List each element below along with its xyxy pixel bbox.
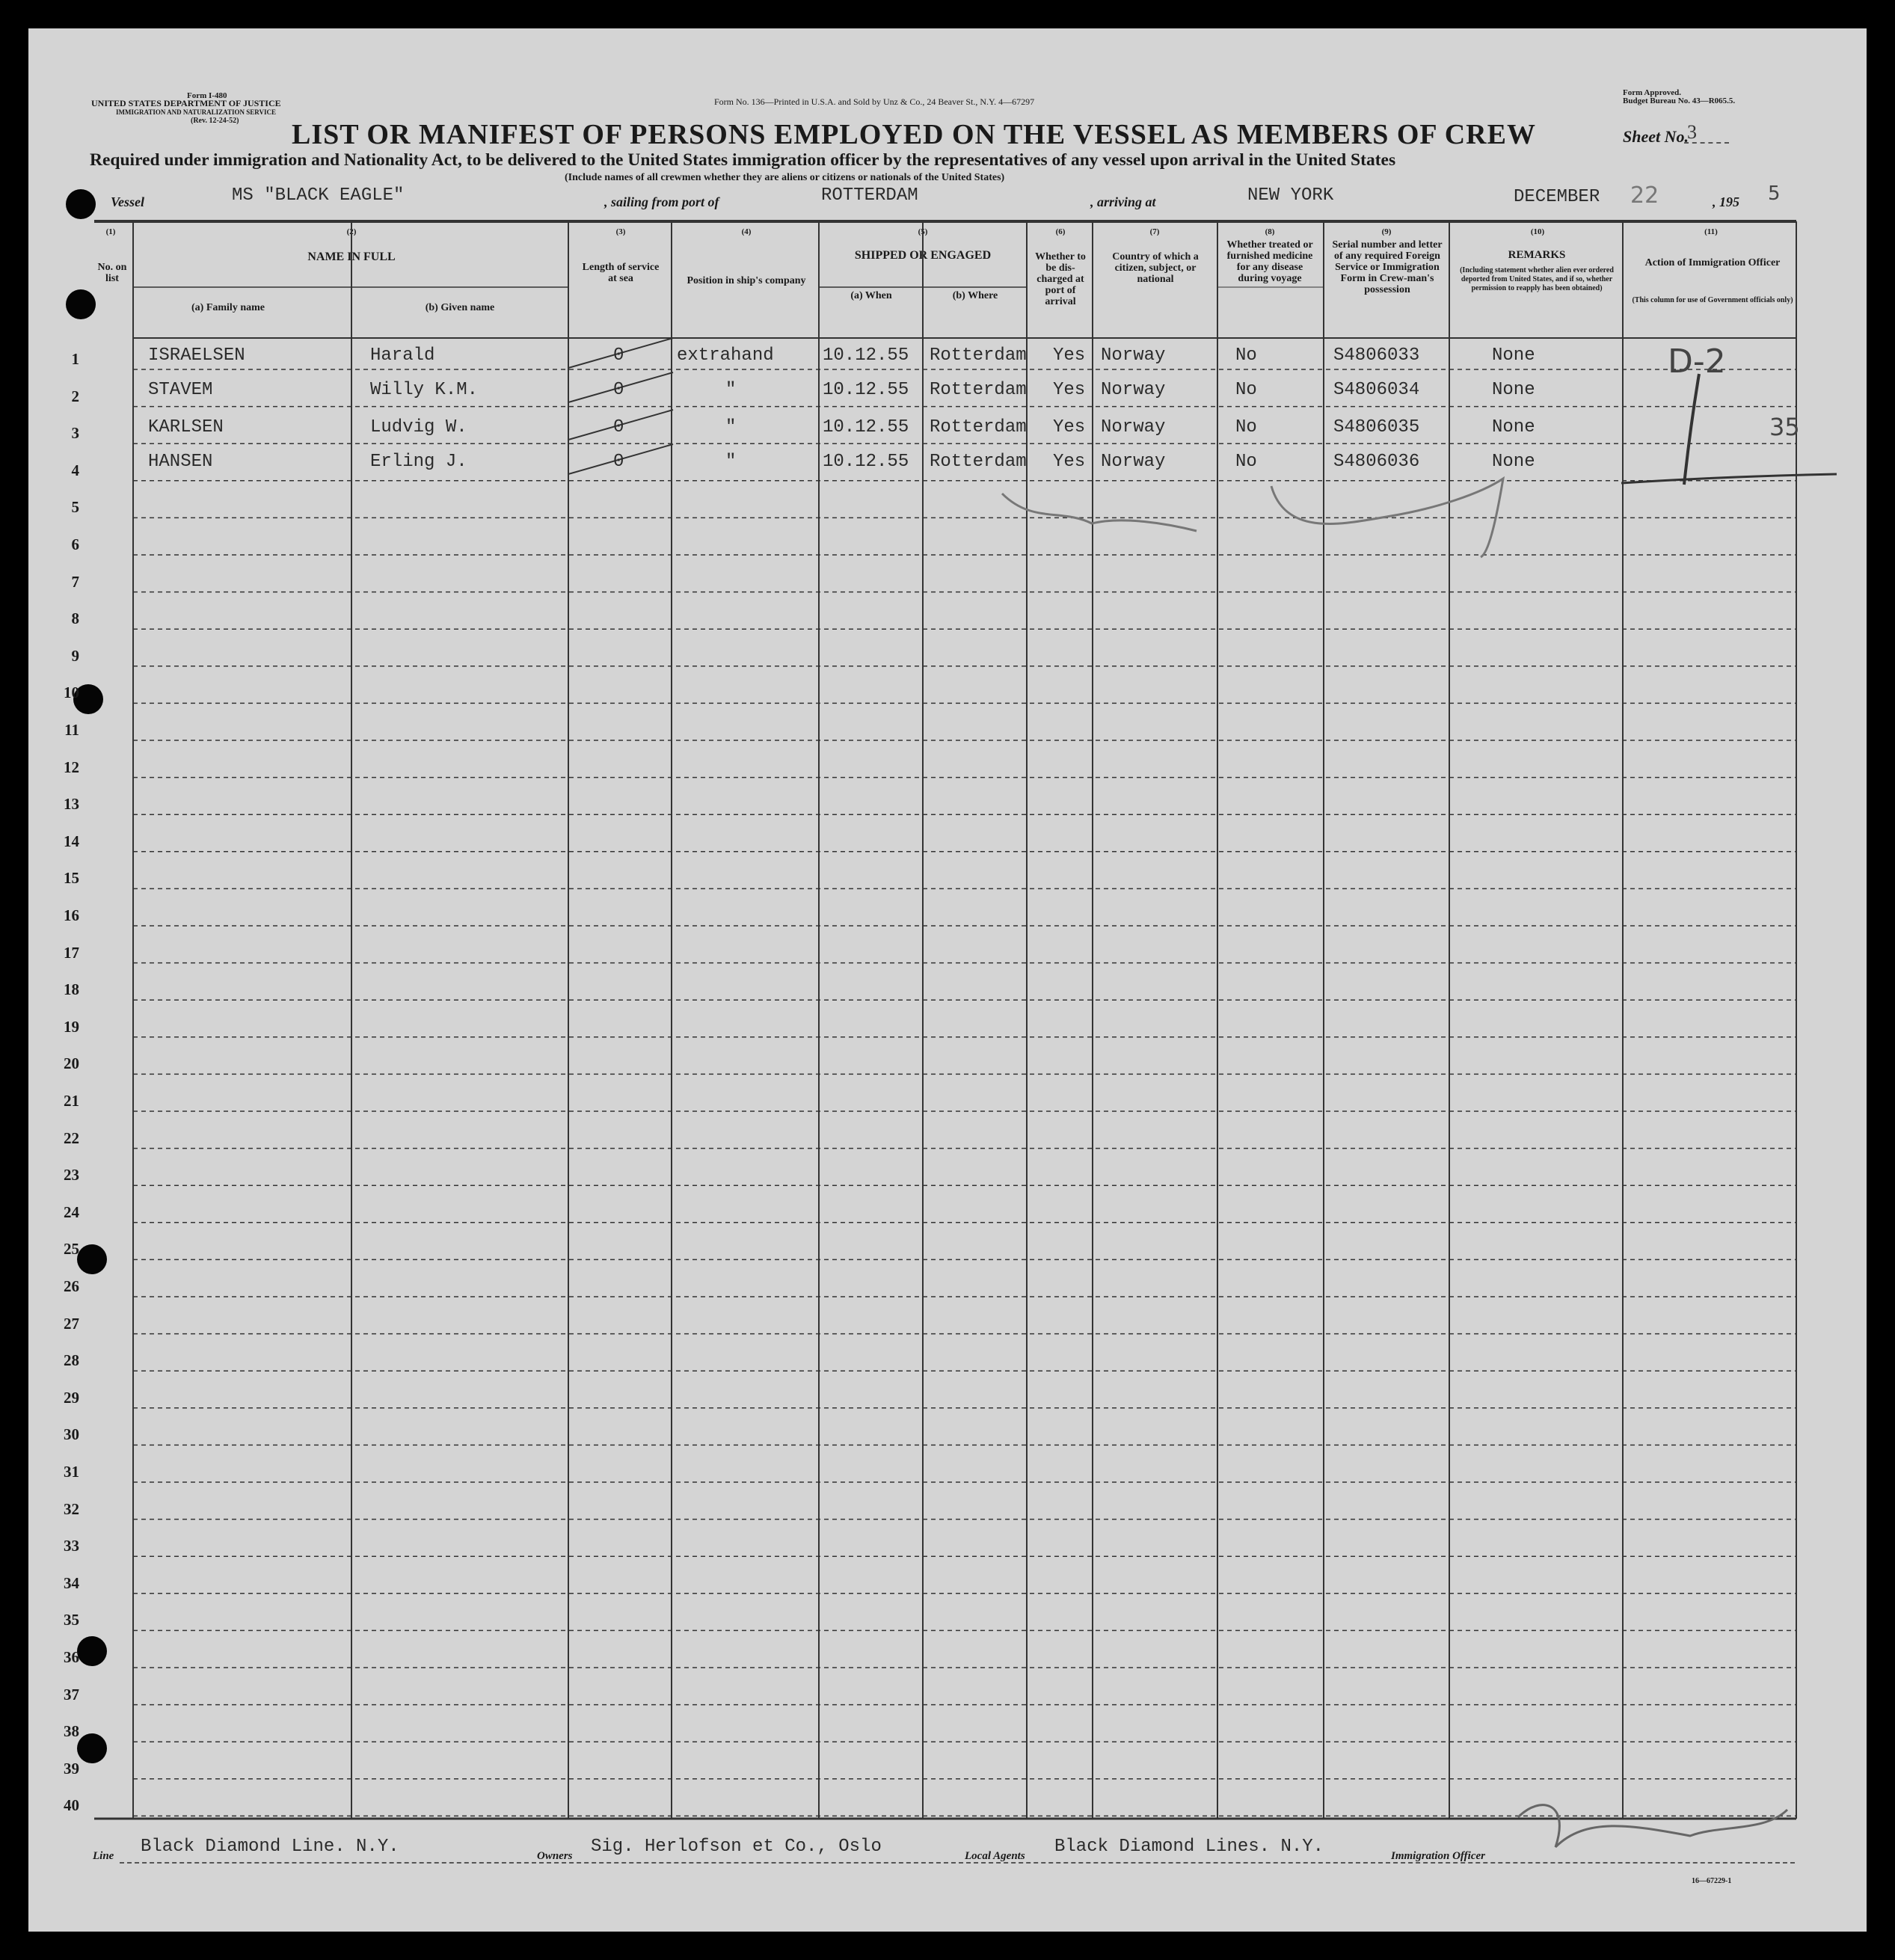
medical-treated-cell: No (1235, 417, 1257, 437)
given-name-cell: Ludvig W. (370, 417, 467, 437)
row-number: 31 (64, 1463, 79, 1481)
row-number: 23 (64, 1166, 79, 1185)
family-name-cell: HANSEN (148, 452, 213, 472)
col1-number: (1) (105, 227, 116, 236)
given-name-cell: Erling J. (370, 452, 467, 472)
owners-label: Owners (537, 1850, 573, 1862)
port-from: ROTTERDAM (821, 185, 918, 206)
medical-treated-cell: No (1235, 452, 1257, 472)
col10-header: REMARKS (1508, 249, 1566, 261)
manifest-title: LIST OR MANIFEST OF PERSONS EMPLOYED ON THE VESSEL AS MEMBERS OF CREW (292, 119, 1536, 150)
sheet-label: Sheet No. (1623, 127, 1689, 146)
arrival-day: 22 (1630, 182, 1659, 209)
officer-signature (1518, 1805, 1787, 1847)
country-cell: Norway (1101, 417, 1166, 437)
medical-treated-cell: No (1235, 380, 1257, 400)
row-number: 32 (64, 1499, 79, 1518)
col11-note: (This column for use of Government officials only) (1632, 296, 1793, 304)
line-value: Black Diamond Line. N.Y. (141, 1837, 399, 1857)
department: UNITED STATES DEPARTMENT OF JUSTICE (91, 98, 281, 108)
row-number: 11 (64, 721, 79, 739)
col8-number: (8) (1265, 227, 1275, 236)
row-number: 27 (64, 1314, 79, 1333)
col7-header: Country of which a citizen, subject, or national (1112, 251, 1199, 285)
arriving-label: , arriving at (1090, 194, 1156, 209)
service: IMMIGRATION AND NATURALIZATION SERVICE (116, 108, 276, 116)
row-number: 5 (71, 498, 79, 517)
discharged-cell: Yes (1053, 452, 1086, 472)
col3-header: Length of service at sea (582, 262, 660, 284)
revision: (Rev. 12-24-52) (191, 117, 239, 125)
vessel-label: Vessel (111, 194, 144, 209)
col2-number: (2) (346, 227, 357, 236)
medical-treated-cell: No (1235, 345, 1257, 366)
given-name-cell: Willy K.M. (370, 380, 479, 400)
shipped-where-cell: Rotterdam (930, 380, 1027, 400)
shipped-when-cell: 10.12.55 (823, 417, 909, 437)
discharged-cell: Yes (1053, 345, 1086, 366)
line-label: Line (93, 1850, 114, 1862)
serial-number-cell: S4806036 (1333, 452, 1420, 472)
remarks-cell: None (1492, 452, 1535, 472)
row-number: 1 (71, 350, 79, 368)
position-cell: " (725, 380, 737, 400)
row-number: 15 (64, 869, 79, 888)
discharged-cell: Yes (1053, 380, 1086, 400)
position-cell: extrahand (677, 345, 774, 366)
service-length-cell: 0 (613, 452, 624, 472)
service-length-cell: 0 (613, 417, 624, 437)
serial-number-cell: S4806035 (1333, 417, 1420, 437)
budget-bureau: Budget Bureau No. 43—R065.5. (1623, 96, 1736, 105)
row-number: 4 (71, 461, 79, 479)
row-number: 22 (64, 1128, 79, 1147)
sailing-label: , sailing from port of (604, 194, 719, 209)
position-cell: " (725, 452, 737, 472)
vessel-name: MS "BLACK EAGLE" (232, 185, 405, 206)
col5-number: (5) (918, 227, 928, 236)
inspector-scribble (1002, 479, 1503, 557)
country-cell: Norway (1101, 380, 1166, 400)
col5a-header: (a) When (850, 290, 892, 301)
col8-header: Whether treated or furnished medicine for any disease during voyage (1226, 239, 1313, 284)
row-number: 20 (64, 1054, 79, 1073)
row-number: 37 (64, 1685, 79, 1704)
col11-number: (11) (1704, 227, 1718, 236)
row-number: 35 (64, 1611, 79, 1629)
row-number: 34 (64, 1573, 79, 1592)
family-name-cell: ISRAELSEN (148, 345, 245, 366)
row-number: 2 (71, 387, 79, 405)
service-length-cell: 0 (613, 380, 624, 400)
col2b-header: (b) Given name (425, 302, 495, 313)
agents-label: Local Agents (965, 1850, 1025, 1862)
row-number: 24 (64, 1202, 79, 1221)
shipped-where-cell: Rotterdam (930, 452, 1027, 472)
col7-number: (7) (1149, 227, 1160, 236)
footer-code: 16—67229-1 (1692, 1877, 1732, 1885)
col1-header: No. on list (97, 262, 127, 284)
position-cell: " (725, 417, 737, 437)
row-number: 40 (64, 1796, 79, 1815)
row-number: 33 (64, 1537, 79, 1555)
row-number: 16 (64, 906, 79, 924)
col6-number: (6) (1055, 227, 1066, 236)
year-prefix: , 195 (1713, 194, 1739, 209)
arrival-month: DECEMBER (1514, 187, 1600, 207)
port-to: NEW YORK (1247, 185, 1334, 206)
col10-number: (10) (1530, 227, 1545, 236)
col5b-header: (b) Where (952, 290, 998, 301)
col5-header: SHIPPED OR ENGAGED (854, 249, 992, 262)
row-number: 38 (64, 1722, 79, 1741)
remarks-cell: None (1492, 417, 1535, 437)
country-cell: Norway (1101, 345, 1166, 366)
family-name-cell: STAVEM (148, 380, 213, 400)
col9-number: (9) (1381, 227, 1392, 236)
row-number: 6 (71, 535, 79, 553)
row-number: 10 (64, 683, 79, 702)
remarks-cell: None (1492, 380, 1535, 400)
row-number: 29 (64, 1388, 79, 1407)
row-number: 21 (64, 1092, 79, 1110)
col9-header: Serial number and letter of any required Foreign Service or Immigration Form in Crew-man's possession (1332, 239, 1443, 295)
row-number: 7 (71, 572, 79, 591)
row-number: 26 (64, 1277, 79, 1295)
col6-header: Whether to be dis-charged at port of arrival (1035, 251, 1086, 307)
row-number: 9 (71, 646, 79, 665)
col2a-header: (a) Family name (191, 302, 265, 313)
action-mark: D-2 (1668, 342, 1726, 381)
footer-rule (120, 1862, 1795, 1864)
sheet-number: 3 (1687, 121, 1697, 143)
serial-number-cell: S4806034 (1333, 380, 1420, 400)
col3-number: (3) (615, 227, 626, 236)
shipped-where-cell: Rotterdam (930, 417, 1027, 437)
given-name-cell: Harald (370, 345, 435, 366)
shipped-when-cell: 10.12.55 (823, 452, 909, 472)
shipped-where-cell: Rotterdam (930, 345, 1027, 366)
row-number: 25 (64, 1240, 79, 1259)
row-number: 39 (64, 1759, 79, 1778)
shipped-when-cell: 10.12.55 (823, 345, 909, 366)
row-number: 30 (64, 1425, 79, 1444)
remarks-cell: None (1492, 345, 1535, 366)
country-cell: Norway (1101, 452, 1166, 472)
row-number: 28 (64, 1351, 79, 1370)
row-number: 3 (71, 424, 79, 443)
col2-header: NAME IN FULL (307, 251, 396, 263)
col4-number: (4) (741, 227, 752, 236)
discharged-cell: Yes (1053, 417, 1086, 437)
owners-value: Sig. Herlofson et Co., Oslo (591, 1837, 882, 1857)
form-number: Form I-480 (187, 91, 227, 100)
row-number: 14 (64, 832, 79, 850)
manifest-subtitle: Required under immigration and Nationality Act, to be delivered to the United States immigration officer by the representatives of any vessel upon arrival in the United States (90, 150, 1396, 170)
crew-count: 35 (1769, 413, 1800, 441)
row-number: 19 (64, 1017, 79, 1036)
row-number: 17 (64, 943, 79, 962)
col10-note: (Including statement whether alien ever ordered deported from United States, and if so, whether permission to reapply has been obtained) (1460, 266, 1614, 292)
officer-label: Immigration Officer (1391, 1850, 1485, 1862)
agents-value: Black Diamond Lines. N.Y. (1054, 1837, 1324, 1857)
col4-header: Position in ship's company (687, 275, 806, 286)
service-length-cell: 0 (613, 345, 624, 366)
serial-number-cell: S4806033 (1333, 345, 1420, 366)
row-number: 36 (64, 1648, 79, 1666)
printer-line: Form No. 136—Printed in U.S.A. and Sold by Unz & Co., 24 Beaver St., N.Y. 4—67297 (714, 96, 1035, 107)
year-digit: 5 (1768, 182, 1781, 205)
row-number: 13 (64, 795, 79, 814)
row-number: 12 (64, 758, 79, 776)
row-number: 8 (71, 609, 79, 628)
shipped-when-cell: 10.12.55 (823, 380, 909, 400)
crew-note: (Include names of all crewmen whether they are aliens or citizens or nationals of the United States) (565, 172, 1005, 183)
family-name-cell: KARLSEN (148, 417, 224, 437)
col11-header: Action of Immigration Officer (1644, 257, 1781, 268)
form-approved: Form Approved. (1623, 88, 1682, 97)
row-number: 18 (64, 980, 79, 999)
